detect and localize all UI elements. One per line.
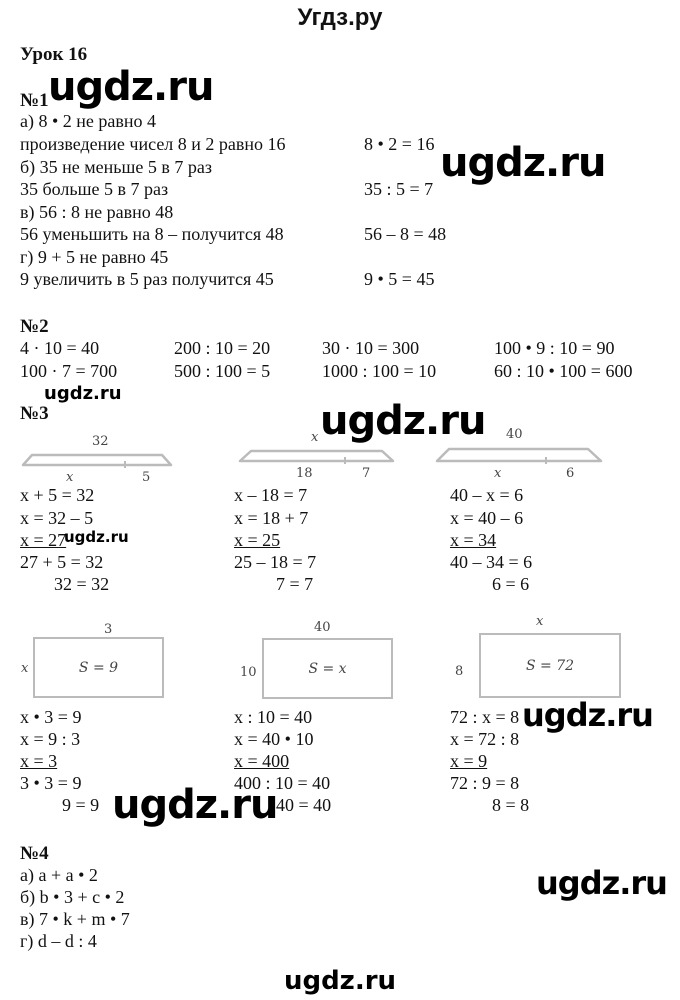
solution-line: x = 9 : 3 xyxy=(20,729,81,749)
footer-watermark: ugdz.ru xyxy=(283,966,397,996)
task2-cell: 4 · 10 = 40 xyxy=(20,338,100,358)
solution-answer: x = 3 xyxy=(20,751,58,771)
solution-check: 8 = 8 xyxy=(492,795,530,815)
watermark: ugdz.ru xyxy=(44,383,122,404)
solution-line: x : 10 = 40 xyxy=(234,707,313,727)
segment-part-label: 6 xyxy=(566,466,575,481)
segment-part-label: x xyxy=(494,466,502,481)
solution-answer: x = 34 xyxy=(450,530,497,550)
solution-line: 72 : 9 = 8 xyxy=(450,773,520,793)
watermark: ugdz.ru xyxy=(440,140,606,186)
task1-line: б) 35 не меньше 5 в 7 раз xyxy=(20,157,212,177)
task2-cell: 1000 : 100 = 10 xyxy=(322,361,437,381)
segment-part-label: 18 xyxy=(296,466,313,481)
task1-line: 56 уменьшить на 8 – получится 48 xyxy=(20,224,284,244)
task1-line: 9 увеличить в 5 раз получится 45 xyxy=(20,269,274,289)
rectangle-area: S = x xyxy=(262,638,393,699)
solution-line: x = 40 • 10 xyxy=(234,729,314,749)
solution-check: 9 = 9 xyxy=(62,795,100,815)
task2-cell: 100 · 7 = 700 xyxy=(20,361,118,381)
rectangle-top-label: 3 xyxy=(104,622,113,637)
solution-line: 27 + 5 = 32 xyxy=(20,552,104,572)
solution-answer: x = 25 xyxy=(234,530,281,550)
rectangle-top-label: x xyxy=(536,614,544,629)
task2-heading: №2 xyxy=(20,316,49,337)
solution-check: 7 = 7 xyxy=(276,574,314,594)
segment-part-label: x xyxy=(66,470,74,485)
task1-equation: 35 : 5 = 7 xyxy=(364,179,434,199)
solution-answer: x = 27 xyxy=(20,530,67,550)
solution-line: x = 18 + 7 xyxy=(234,508,309,528)
task2-cell: 100 • 9 : 10 = 90 xyxy=(494,338,615,358)
watermark: ugdz.ru xyxy=(48,64,214,110)
task4-item: б) b • 3 + c • 2 xyxy=(20,887,125,907)
solution-line: x = 40 – 6 xyxy=(450,508,524,528)
task4-heading: №4 xyxy=(20,843,49,864)
rectangle-top-label: 40 xyxy=(314,620,331,635)
rectangle-side-label: 8 xyxy=(455,664,464,679)
segment-part-label: 5 xyxy=(142,470,151,485)
watermark: ugdz.ru xyxy=(320,398,486,444)
solution-check: 32 = 32 xyxy=(54,574,110,594)
solution-check: 40 = 40 xyxy=(276,795,332,815)
watermark: ugdz.ru xyxy=(536,864,667,902)
task2-cell: 200 : 10 = 20 xyxy=(174,338,271,358)
solution-line: 40 – 34 = 6 xyxy=(450,552,533,572)
task1-line: в) 56 : 8 не равно 48 xyxy=(20,202,174,222)
solution-line: x + 5 = 32 xyxy=(20,485,95,505)
solution-check: 6 = 6 xyxy=(492,574,530,594)
solution-line: 3 • 3 = 9 xyxy=(20,773,82,793)
solution-answer: x = 9 xyxy=(450,751,488,771)
solution-line: 400 : 10 = 40 xyxy=(234,773,331,793)
task1-line: а) 8 • 2 не равно 4 xyxy=(20,111,157,131)
task4-item: в) 7 • k + m • 7 xyxy=(20,909,130,929)
task2-cell: 30 · 10 = 300 xyxy=(322,338,420,358)
rectangle-area: S = 72 xyxy=(479,633,621,698)
solution-line: x = 32 – 5 xyxy=(20,508,94,528)
rectangle-side-label: x xyxy=(21,661,29,676)
watermark: ugdz.ru xyxy=(64,528,129,546)
solution-answer: x = 400 xyxy=(234,751,290,771)
watermark: ugdz.ru xyxy=(522,696,653,734)
task1-heading: №1 xyxy=(20,90,49,111)
rectangle-side-label: 10 xyxy=(240,665,257,680)
segment-total-label: 32 xyxy=(92,434,109,449)
task3-heading: №3 xyxy=(20,403,49,424)
solution-line: x = 72 : 8 xyxy=(450,729,520,749)
lesson-title: Урок 16 xyxy=(20,44,88,65)
site-title: Угдз.ру xyxy=(297,4,383,31)
solution-line: x • 3 = 9 xyxy=(20,707,82,727)
segment-total-label: 40 xyxy=(506,427,523,442)
solution-line: 72 : x = 8 xyxy=(450,707,520,727)
solution-line: 40 – x = 6 xyxy=(450,485,524,505)
task1-line: произведение чисел 8 и 2 равно 16 xyxy=(20,134,286,154)
brace-icon xyxy=(239,449,394,463)
segment-total-label: x xyxy=(311,430,319,445)
brace-icon xyxy=(22,453,172,467)
watermark: ugdz.ru xyxy=(112,782,278,828)
task2-cell: 500 : 100 = 5 xyxy=(174,361,271,381)
brace-icon xyxy=(436,447,602,463)
task1-line: г) 9 + 5 не равно 45 xyxy=(20,247,169,267)
task1-line: 35 больше 5 в 7 раз xyxy=(20,179,169,199)
solution-line: x – 18 = 7 xyxy=(234,485,308,505)
task4-item: г) d – d : 4 xyxy=(20,931,97,951)
task2-cell: 60 : 10 • 100 = 600 xyxy=(494,361,633,381)
task4-item: а) a + a • 2 xyxy=(20,865,98,885)
segment-part-label: 7 xyxy=(362,466,371,481)
task1-equation: 56 – 8 = 48 xyxy=(364,224,447,244)
task1-equation: 9 • 5 = 45 xyxy=(364,269,435,289)
task1-equation: 8 • 2 = 16 xyxy=(364,134,435,154)
rectangle-area: S = 9 xyxy=(33,637,164,698)
solution-line: 25 – 18 = 7 xyxy=(234,552,317,572)
